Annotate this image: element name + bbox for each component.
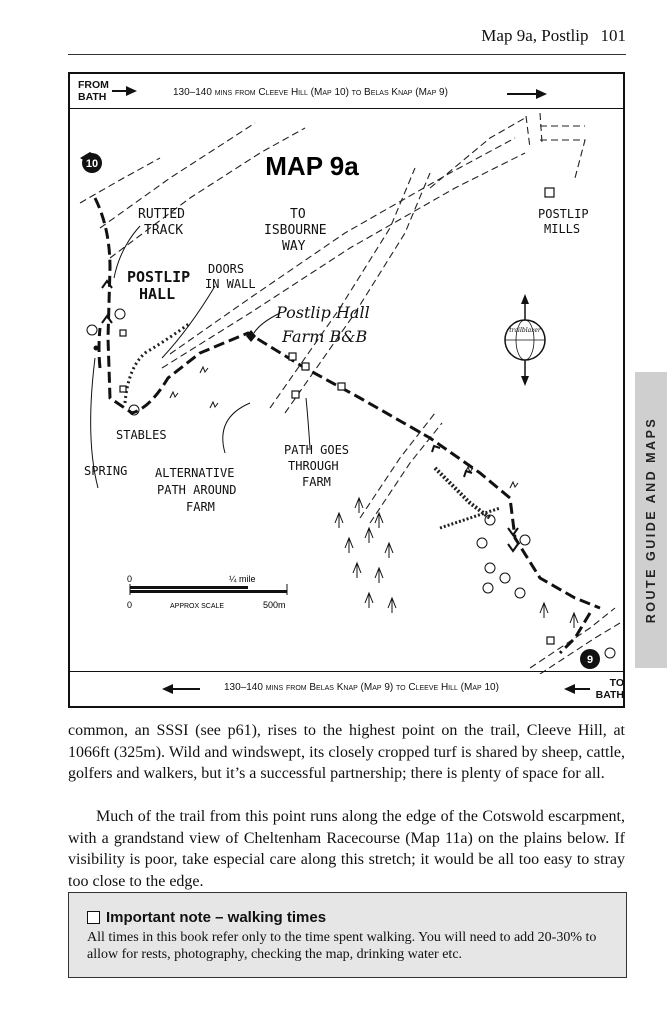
conifer-icon [385,543,393,558]
arrow-head-icon [126,86,137,96]
trail-spur [99,328,100,368]
label-alt-path-2: PATH AROUND [157,483,237,497]
roads [80,113,620,674]
tree-icon [605,648,615,658]
leader-line [306,398,310,448]
postlip-mills-building [545,188,554,197]
label-alt-path-1: ALTERNATIVE [155,466,235,480]
building [302,363,309,370]
conifer-icon [375,568,383,583]
label-postlip-hall-2: HALL [139,285,176,303]
label-isbourne: ISBOURNE [264,223,327,238]
from-bath-label: FROM BATH [78,79,109,103]
scale-quarter-mile: ¼ mile [229,574,256,584]
conifer-icon [353,563,361,578]
direction-bar-top [70,74,623,109]
tree-icon [500,573,510,583]
scale-zero-bottom: 0 [127,600,133,610]
tree-icon [485,563,495,573]
label-farm-bb-2: Farm B&B [282,327,368,346]
road [270,168,415,408]
conifer-icon [388,598,396,613]
tree-icon [515,588,525,598]
grass-icon [200,367,208,373]
building [338,383,345,390]
arrow-left-icon [172,688,200,690]
to-bath-label: TO BATH [595,677,624,701]
label-way: WAY [282,239,306,254]
road [360,413,435,518]
grass-icon [170,392,178,398]
stone-wall [125,323,500,528]
label-farm: FARM [302,475,331,489]
map-title: MAP 9a [265,151,359,181]
scale-bar-metres [130,590,287,593]
tree-icon [483,583,493,593]
main-trail [95,198,600,608]
chevron-icon [464,471,472,477]
south-arrow-icon [521,376,529,386]
compass-rose [505,294,545,386]
conifer-icon [540,603,548,618]
tree-icon [520,535,530,545]
conifer-icon [365,528,373,543]
map-9-number: 9 [586,654,594,666]
conifer-icon [570,613,578,628]
scale-metres: 500m [263,600,286,610]
label-postlip-mills-1: POSTLIP [538,207,589,221]
section-title: Map 9a, Postlip [481,26,589,45]
bottom-route-text: 130–140 mins from Belas Knap (Map 9) to Cleeve Hill (Map 10) [224,682,499,693]
important-note-box [68,892,627,978]
label-postlip-hall-1: POSTLIP [127,268,191,286]
leader-line [223,403,250,453]
label-through: THROUGH [288,459,339,473]
spring-dot-icon [94,346,99,351]
conifer-icon [365,593,373,608]
conifer-icon [375,513,383,528]
buildings [120,188,554,644]
north-arrow-icon [521,294,529,304]
tree-icon [477,538,487,548]
label-rutted: RUTTED [138,207,185,222]
label-in-wall: IN WALL [205,277,256,291]
note-title-row [87,909,606,926]
chevron-icon [432,446,440,452]
label-doors: DOORS [208,262,245,276]
leader-lines [91,226,310,488]
grass-icon [510,482,518,488]
map-10-number: 10 [85,158,99,170]
building [547,637,554,644]
building [120,330,126,336]
label-alt-path-3: FARM [186,500,215,514]
section-side-tab [635,372,667,668]
label-postlip-mills-2: MILLS [544,222,581,236]
grass-icon [210,402,218,408]
label-farm-bb-1: Postlip Hall [276,303,370,322]
label-path-goes: PATH GOES [284,443,350,457]
scale-approx: APPROX SCALE [170,603,225,610]
note-text: All times in this book refer only to the time spent walking. You will need to add 20-30% to allow for rests, photography, checking the map, drinking water etc. [87,930,597,962]
conifer-icon [335,513,343,528]
map-drawing [70,108,623,674]
building [292,391,299,398]
side-tab-label: ROUTE GUIDE AND MAPS [644,416,658,624]
trail-end [560,613,590,653]
map-labels [84,207,589,514]
trail [95,198,600,653]
scale-bar-mile [130,586,248,589]
tree-icon [115,309,125,319]
paragraph-2: Much of the trail from this point runs along the edge of the Cotswold escarpment, with a grandstand view of Cheltenham Racecourse (Map 11a) on the plains below. If visibility is poor, take especial care along this stretch; it would be all too easy to stray too close to the edge. [68,808,625,890]
arrow-head-icon [536,89,547,99]
conifer-icon [345,538,353,553]
paragraph-1: common, an SSSI (see p61), rises to the highest point on the trail, Cleeve Hill, at 1066ft (325m). Wild and windswept, its closely cropped turf is shared by sheep, cattle, golfers and walkers, but it’s a successful partnership; there is plenty of space for all. [68,722,625,782]
road [285,173,430,413]
label-stables: STABLES [116,428,167,442]
map-9-marker [580,649,600,669]
label-track: TRACK [144,223,184,238]
road [526,113,542,148]
note-title: Important note – walking times [106,909,327,926]
road [430,118,525,188]
arrow-right-icon [507,93,537,95]
road [540,126,585,178]
road [110,128,305,258]
scale-bar [127,574,287,610]
top-route-text: 130–140 mins from Cleeve Hill (Map 10) to Belas Knap (Map 9) [173,87,448,98]
chevron-up-icon [102,316,112,323]
building [289,353,296,360]
arrow-left-icon [574,688,590,690]
page-number: 101 [600,26,626,45]
label-to: TO [290,207,306,222]
chevron-down-icon [508,544,518,551]
map-10-marker [80,152,102,173]
conifer-icon [355,498,363,513]
page-header [68,26,626,55]
conifers [335,498,578,628]
tree-icon [87,325,97,335]
label-spring: SPRING [84,464,128,478]
building [120,386,126,392]
map-figure [68,72,625,708]
checkbox-icon [87,911,100,924]
compass-logo-text: trailblazer [509,327,541,334]
scale-zero-top: 0 [127,574,133,584]
direction-bar-bottom [70,671,623,706]
